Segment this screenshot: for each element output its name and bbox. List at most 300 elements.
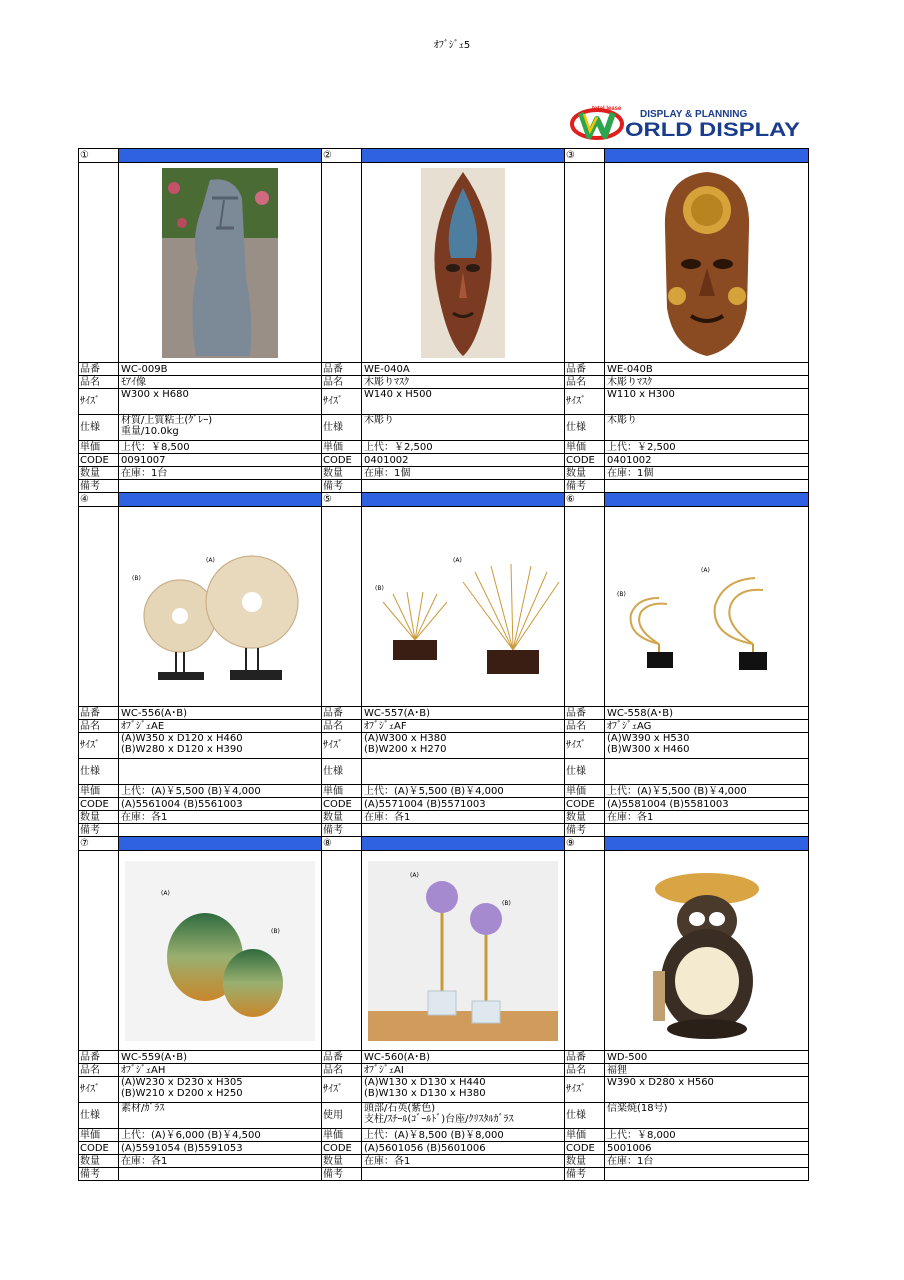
suryo-value: 在庫：各1	[364, 1155, 411, 1167]
label-size: ｻｲｽﾞ	[566, 740, 586, 751]
field-value-tanka	[362, 785, 565, 798]
hinban-value: WC-560(A･B)	[364, 1051, 431, 1063]
field-value-hinmei	[119, 720, 322, 733]
field-value-suryo	[605, 811, 809, 824]
label-suryo: 数量	[566, 1155, 586, 1167]
field-label-shiyou	[565, 759, 605, 785]
label-biko: 備考	[566, 1168, 586, 1180]
label-size: ｻｲｽﾞ	[80, 740, 100, 751]
field-value-hinban	[605, 363, 809, 376]
product-image-cell	[362, 851, 565, 1051]
item-number	[565, 149, 605, 163]
hinmei-value: ｵﾌﾞｼﾞｪAE	[121, 720, 165, 732]
label-shiyou: 仕様	[566, 422, 586, 433]
size-value-line: W300 x H680	[121, 389, 189, 400]
hinban-value: WE-040B	[607, 363, 653, 375]
product-image-tanuki-statue	[605, 861, 808, 1041]
field-label-tanka	[79, 1129, 119, 1142]
size-value-line: (A)W390 x H530	[607, 733, 690, 744]
field-value-hinban	[119, 1051, 322, 1064]
size-value-line: (B)W300 x H460	[607, 744, 690, 755]
hinmei-value: 木彫りﾏｽｸ	[364, 376, 409, 388]
label-suryo: 数量	[80, 467, 100, 479]
label-hinban: 品番	[323, 363, 343, 375]
size-value-line: (A)W300 x H380	[364, 733, 447, 744]
field-label-shiyou	[322, 759, 362, 785]
svg-text:(A): (A)	[700, 566, 710, 574]
field-value-suryo	[362, 1155, 565, 1168]
field-label-size	[322, 1077, 362, 1103]
item-number	[79, 149, 119, 163]
item-number-text: ②	[323, 150, 332, 161]
field-row-tanka	[79, 441, 809, 454]
field-value-size	[605, 389, 809, 415]
field-row-hinmei	[79, 720, 809, 733]
field-label-suryo	[565, 1155, 605, 1168]
field-value-shiyou	[119, 415, 322, 441]
label-hinmei: 品名	[566, 720, 586, 732]
field-value-tanka	[362, 441, 565, 454]
field-value-size	[119, 389, 322, 415]
image-spacer	[79, 851, 119, 1051]
field-label-shiyou	[565, 1103, 605, 1129]
label-suryo: 数量	[323, 811, 343, 823]
size-value-line: (B)W210 x D200 x H250	[121, 1088, 243, 1099]
product-image-wire-spirals	[605, 532, 808, 682]
field-value-code	[119, 798, 322, 811]
hinban-value: WC-556(A･B)	[121, 707, 188, 719]
label-code: CODE	[566, 1142, 595, 1154]
svg-text:(A): (A)	[206, 556, 215, 564]
code-value: (A)5601056 (B)5601006	[364, 1142, 486, 1154]
item-number-text: ⑥	[566, 494, 575, 505]
field-label-biko	[565, 480, 605, 493]
label-size: ｻｲｽﾞ	[323, 1084, 343, 1095]
field-row-biko	[79, 1168, 809, 1181]
field-value-hinmei	[605, 720, 809, 733]
label-biko: 備考	[323, 1168, 343, 1180]
label-suryo: 数量	[80, 1155, 100, 1167]
field-value-shiyou	[119, 759, 322, 785]
shiyou-value-line: 木彫り	[607, 415, 637, 426]
logo-tag: total lease	[592, 106, 622, 112]
field-value-code	[605, 454, 809, 467]
field-value-suryo	[119, 811, 322, 824]
suryo-value: 在庫：各1	[607, 811, 654, 823]
field-value-suryo	[362, 811, 565, 824]
item-header-bar	[362, 149, 565, 163]
field-row-shiyou	[79, 759, 809, 785]
field-value-hinmei	[362, 376, 565, 389]
field-value-biko	[605, 1168, 809, 1181]
tanka-value: 上代：￥8,500	[121, 441, 190, 453]
field-value-shiyou	[362, 415, 565, 441]
shiyou-value-line: 木彫り	[364, 415, 394, 426]
field-row-shiyou	[79, 415, 809, 441]
hinban-value: WC-558(A･B)	[607, 707, 674, 719]
field-value-hinban	[605, 707, 809, 720]
field-value-size	[362, 1077, 565, 1103]
field-value-biko	[119, 1168, 322, 1181]
image-spacer	[322, 851, 362, 1051]
group-header-row	[79, 493, 809, 507]
image-row	[79, 851, 809, 1051]
field-value-code	[119, 1142, 322, 1155]
product-image-cell	[119, 163, 322, 363]
field-label-shiyou	[322, 1103, 362, 1129]
product-image-cell	[605, 851, 809, 1051]
label-shiyou-alt: 使用	[323, 1110, 343, 1121]
field-label-hinban	[79, 363, 119, 376]
field-row-hinban	[79, 1051, 809, 1064]
item-number-text: ⑧	[323, 838, 332, 849]
label-size: ｻｲｽﾞ	[80, 1084, 100, 1095]
field-label-size	[565, 389, 605, 415]
product-image-cell	[605, 163, 809, 363]
field-label-suryo	[79, 1155, 119, 1168]
field-label-size	[322, 733, 362, 759]
hinmei-value: 木彫りﾏｽｸ	[607, 376, 652, 388]
svg-text:(B): (B)	[132, 574, 141, 582]
field-label-suryo	[322, 467, 362, 480]
label-hinmei: 品名	[80, 1064, 100, 1076]
label-biko: 備考	[323, 480, 343, 492]
page-title: ｵﾌﾞｼﾞｪ5	[433, 40, 471, 51]
field-value-hinban	[119, 707, 322, 720]
field-label-size	[565, 1077, 605, 1103]
shiyou-value-line: 重量/10.0kg	[121, 426, 179, 437]
field-value-hinban	[362, 707, 565, 720]
field-row-biko	[79, 480, 809, 493]
label-biko: 備考	[566, 480, 586, 492]
field-label-size	[79, 733, 119, 759]
field-label-size	[322, 389, 362, 415]
hinmei-value: ｵﾌﾞｼﾞｪAI	[364, 1064, 404, 1076]
field-label-tanka	[322, 1129, 362, 1142]
item-number-text: ⑨	[566, 838, 575, 849]
field-label-tanka	[565, 1129, 605, 1142]
field-value-biko	[605, 824, 809, 837]
field-label-hinmei	[322, 1064, 362, 1077]
product-image-carved-mask-sun	[605, 168, 808, 358]
label-code: CODE	[566, 798, 595, 810]
suryo-value: 在庫：各1	[121, 811, 168, 823]
field-label-suryo	[322, 811, 362, 824]
field-label-hinmei	[79, 720, 119, 733]
field-label-size	[79, 389, 119, 415]
field-value-hinmei	[605, 376, 809, 389]
world-display-logo	[570, 104, 805, 140]
label-code: CODE	[80, 798, 109, 810]
hinmei-value: ｵﾌﾞｼﾞｪAG	[607, 720, 652, 732]
field-label-code	[79, 454, 119, 467]
suryo-value: 在庫：1台	[121, 467, 168, 479]
size-value-line: (A)W130 x D130 x H440	[364, 1077, 486, 1088]
field-row-biko	[79, 824, 809, 837]
item-number-text: ④	[80, 494, 89, 505]
field-label-hinban	[79, 1051, 119, 1064]
field-value-shiyou	[362, 759, 565, 785]
field-value-suryo	[605, 467, 809, 480]
label-code: CODE	[323, 1142, 352, 1154]
label-code: CODE	[566, 454, 595, 466]
hinban-value: WC-559(A･B)	[121, 1051, 188, 1063]
field-value-hinban	[362, 1051, 565, 1064]
item-header-bar	[605, 837, 809, 851]
field-label-biko	[322, 1168, 362, 1181]
field-row-tanka	[79, 785, 809, 798]
field-value-hinban	[362, 363, 565, 376]
code-value: 0091007	[121, 454, 166, 466]
item-number-text: ①	[80, 150, 89, 161]
field-label-shiyou	[322, 415, 362, 441]
product-image-cell	[605, 507, 809, 707]
field-value-tanka	[362, 1129, 565, 1142]
svg-text:(B): (B)	[375, 584, 384, 592]
field-label-hinban	[565, 707, 605, 720]
field-label-tanka	[79, 785, 119, 798]
label-hinban: 品番	[323, 1051, 343, 1063]
product-image-cell	[119, 851, 322, 1051]
label-suryo: 数量	[323, 1155, 343, 1167]
label-shiyou: 仕様	[323, 766, 343, 777]
field-label-shiyou	[565, 415, 605, 441]
field-value-biko	[605, 480, 809, 493]
field-row-hinban	[79, 707, 809, 720]
field-row-size	[79, 733, 809, 759]
item-header-bar	[119, 493, 322, 507]
field-value-hinmei	[362, 1064, 565, 1077]
hinban-value: WC-009B	[121, 363, 168, 375]
label-hinmei: 品名	[323, 1064, 343, 1076]
field-value-hinmei	[605, 1064, 809, 1077]
field-value-tanka	[119, 441, 322, 454]
logo-graphic	[570, 104, 805, 140]
label-code: CODE	[80, 1142, 109, 1154]
label-tanka: 単価	[80, 1129, 100, 1141]
label-code: CODE	[323, 798, 352, 810]
field-label-hinban	[322, 1051, 362, 1064]
tanka-value: 上代：(A)￥5,500 (B)￥4,000	[364, 785, 504, 797]
field-label-hinmei	[565, 720, 605, 733]
svg-text:(B): (B)	[271, 927, 280, 935]
label-tanka: 単価	[323, 1129, 343, 1141]
label-hinban: 品番	[80, 363, 100, 375]
tanka-value: 上代：(A)￥5,500 (B)￥4,000	[121, 785, 261, 797]
field-label-suryo	[565, 811, 605, 824]
image-spacer	[79, 507, 119, 707]
field-label-hinmei	[565, 376, 605, 389]
suryo-value: 在庫：各1	[121, 1155, 168, 1167]
size-value-line: (B)W130 x D130 x H380	[364, 1088, 486, 1099]
field-label-code	[565, 454, 605, 467]
field-row-size	[79, 389, 809, 415]
tanka-value: 上代：￥2,500	[364, 441, 433, 453]
label-hinmei: 品名	[323, 720, 343, 732]
field-value-hinmei	[362, 720, 565, 733]
field-row-hinban	[79, 363, 809, 376]
tanka-value: 上代：(A)￥6,000 (B)￥4,500	[121, 1129, 261, 1141]
field-label-biko	[322, 480, 362, 493]
svg-text:(B): (B)	[502, 899, 511, 907]
label-tanka: 単価	[80, 785, 100, 797]
field-row-hinmei	[79, 376, 809, 389]
product-table	[78, 148, 809, 1181]
field-value-code	[605, 1142, 809, 1155]
item-number	[322, 837, 362, 851]
field-label-tanka	[565, 785, 605, 798]
field-label-tanka	[79, 441, 119, 454]
field-row-suryo	[79, 467, 809, 480]
label-shiyou: 仕様	[80, 422, 100, 433]
label-shiyou: 仕様	[80, 1110, 100, 1121]
field-value-hinban	[119, 363, 322, 376]
field-label-size	[565, 733, 605, 759]
suryo-value: 在庫：1台	[607, 1155, 654, 1167]
item-number	[79, 493, 119, 507]
hinmei-value: ｵﾌﾞｼﾞｪAF	[364, 720, 407, 732]
item-number-text: ③	[566, 150, 575, 161]
field-label-size	[79, 1077, 119, 1103]
field-label-shiyou	[79, 759, 119, 785]
suryo-value: 在庫：1個	[364, 467, 411, 479]
image-spacer	[322, 507, 362, 707]
product-image-carved-mask-narrow	[362, 168, 564, 358]
field-value-code	[362, 798, 565, 811]
item-number	[565, 837, 605, 851]
label-hinban: 品番	[323, 707, 343, 719]
label-size: ｻｲｽﾞ	[566, 1084, 586, 1095]
field-value-suryo	[119, 1155, 322, 1168]
field-row-code	[79, 454, 809, 467]
svg-text:(A): (A)	[410, 871, 419, 879]
field-value-shiyou	[605, 759, 809, 785]
image-spacer	[565, 163, 605, 363]
field-label-hinmei	[79, 1064, 119, 1077]
field-value-size	[119, 1077, 322, 1103]
label-hinmei: 品名	[566, 376, 586, 388]
group-header-row	[79, 149, 809, 163]
field-label-shiyou	[79, 1103, 119, 1129]
field-label-code	[322, 1142, 362, 1155]
field-row-shiyou	[79, 1103, 809, 1129]
shiyou-value-line: 信楽焼(18号)	[607, 1103, 668, 1114]
code-value: (A)5581004 (B)5581003	[607, 798, 729, 810]
field-label-hinban	[565, 1051, 605, 1064]
image-spacer	[565, 507, 605, 707]
label-size: ｻｲｽﾞ	[80, 396, 100, 407]
code-value: 0401002	[364, 454, 409, 466]
field-label-code	[79, 798, 119, 811]
field-label-tanka	[322, 441, 362, 454]
field-value-tanka	[119, 1129, 322, 1142]
label-suryo: 数量	[323, 467, 343, 479]
field-value-size	[605, 733, 809, 759]
field-label-code	[322, 798, 362, 811]
label-tanka: 単価	[80, 441, 100, 453]
item-header-bar	[605, 149, 809, 163]
item-header-bar	[119, 837, 322, 851]
field-label-suryo	[79, 811, 119, 824]
shiyou-value-line: 支柱/ｽﾁｰﾙ(ｺﾞｰﾙﾄﾞ)台座/ｸﾘｽﾀﾙｶﾞﾗｽ	[364, 1114, 514, 1125]
size-value-line: (A)W350 x D120 x H460	[121, 733, 243, 744]
field-row-hinmei	[79, 1064, 809, 1077]
label-shiyou: 仕様	[566, 1110, 586, 1121]
field-value-tanka	[605, 441, 809, 454]
hinmei-value: ﾓｱｲ像	[121, 376, 146, 388]
field-value-tanka	[605, 785, 809, 798]
label-tanka: 単価	[323, 785, 343, 797]
field-label-suryo	[322, 1155, 362, 1168]
item-number	[322, 149, 362, 163]
field-value-code	[605, 798, 809, 811]
field-label-tanka	[565, 441, 605, 454]
item-header-bar	[362, 837, 565, 851]
label-suryo: 数量	[80, 811, 100, 823]
label-size: ｻｲｽﾞ	[566, 396, 586, 407]
field-label-hinban	[79, 707, 119, 720]
label-hinmei: 品名	[566, 1064, 586, 1076]
item-header-bar	[119, 149, 322, 163]
size-value-line: (A)W230 x D230 x H305	[121, 1077, 243, 1088]
field-value-code	[362, 454, 565, 467]
field-label-hinmei	[565, 1064, 605, 1077]
hinmei-value: 福狸	[607, 1064, 627, 1076]
tanka-value: 上代：(A)￥8,500 (B)￥8,000	[364, 1129, 504, 1141]
label-tanka: 単価	[566, 785, 586, 797]
product-image-wire-fans	[362, 532, 564, 682]
field-value-tanka	[119, 785, 322, 798]
size-value-line: (B)W200 x H270	[364, 744, 447, 755]
image-spacer	[79, 163, 119, 363]
label-size: ｻｲｽﾞ	[323, 740, 343, 751]
item-number-text: ⑦	[80, 838, 89, 849]
field-value-tanka	[605, 1129, 809, 1142]
label-code: CODE	[323, 454, 352, 466]
field-value-biko	[362, 1168, 565, 1181]
label-hinban: 品番	[80, 1051, 100, 1063]
field-label-tanka	[322, 785, 362, 798]
label-biko: 備考	[566, 824, 586, 836]
svg-text:(A): (A)	[161, 889, 170, 897]
field-label-hinban	[322, 707, 362, 720]
field-row-code	[79, 798, 809, 811]
field-value-biko	[362, 824, 565, 837]
suryo-value: 在庫：各1	[364, 811, 411, 823]
item-number	[322, 493, 362, 507]
tanka-value: 上代：(A)￥5,500 (B)￥4,000	[607, 785, 747, 797]
field-value-shiyou	[362, 1103, 565, 1129]
field-value-suryo	[605, 1155, 809, 1168]
field-label-biko	[565, 824, 605, 837]
field-row-tanka	[79, 1129, 809, 1142]
label-size: ｻｲｽﾞ	[323, 396, 343, 407]
label-tanka: 単価	[566, 441, 586, 453]
field-value-hinmei	[119, 376, 322, 389]
product-image-cell	[119, 507, 322, 707]
field-label-code	[565, 798, 605, 811]
item-number	[79, 837, 119, 851]
svg-text:(A): (A)	[453, 556, 462, 564]
item-header-bar	[605, 493, 809, 507]
label-hinban: 品番	[80, 707, 100, 719]
label-hinmei: 品名	[80, 376, 100, 388]
group-header-row	[79, 837, 809, 851]
label-biko: 備考	[323, 824, 343, 836]
field-row-suryo	[79, 811, 809, 824]
item-header-bar	[362, 493, 565, 507]
field-label-hinban	[322, 363, 362, 376]
